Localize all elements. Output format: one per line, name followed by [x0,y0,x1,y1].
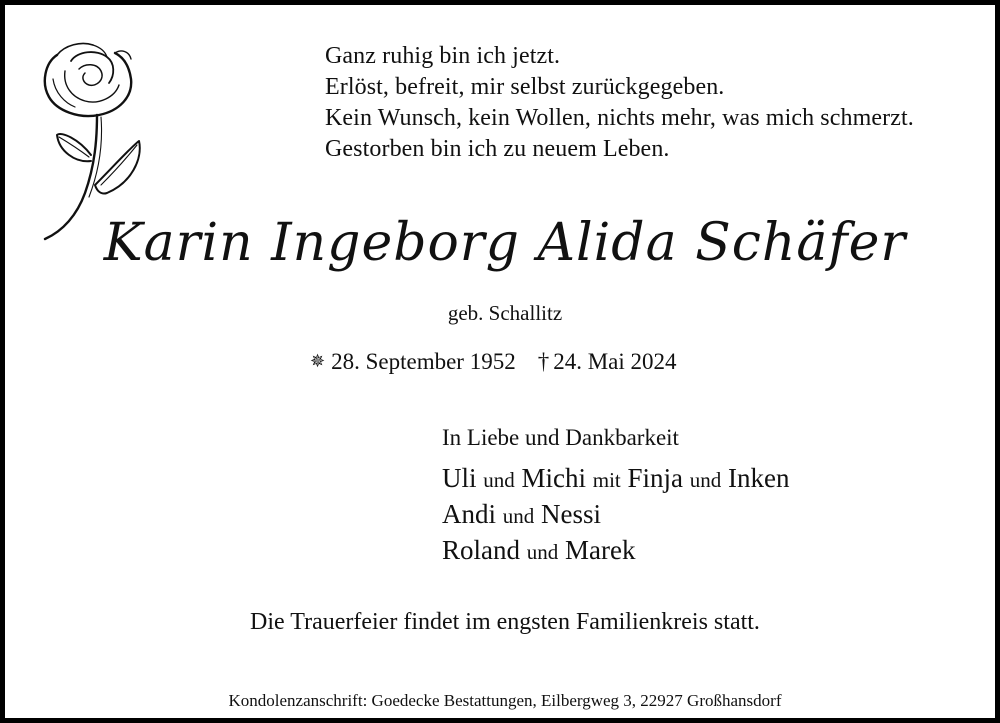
thanks-line: In Liebe und Dankbarkeit [442,425,679,450]
mourners-line [442,533,790,569]
conjunction: und [483,468,515,492]
funeral-service-note: Die Trauerfeier findet im engsten Familienkreis statt. [250,609,760,635]
mourner-name: Marek [565,535,636,565]
death-date: 24. Mai 2024 [553,349,677,374]
mourner-name: Nessi [541,499,601,529]
conjunction: mit [592,468,621,492]
mourners-line [442,461,790,497]
life-dates [310,349,677,375]
birth-star-icon: ✵ [310,351,326,371]
mourner-name: Andi [442,499,496,529]
mourners-line [442,497,790,533]
poem-line: Erlöst, befreit, mir selbst zurückgegeben. [325,74,725,100]
mourner-name: Roland [442,535,520,565]
deceased-name: Karin Ingeborg Alida Schäfer [103,213,907,273]
mourner-name: Inken [728,463,790,493]
poem-line: Kein Wunsch, kein Wollen, nichts mehr, was mich schmerzt. [325,105,914,131]
conjunction: und [689,468,722,492]
death-cross-icon: † [537,349,550,374]
poem [325,41,914,165]
conjunction: und [526,540,559,564]
birth-date: 28. September 1952 [331,349,516,374]
poem-line: Ganz ruhig bin ich jetzt. [325,43,561,69]
maiden-name: geb. Schallitz [447,301,563,325]
condolence-address: Kondolenzanschrift: Goedecke Bestattungen, Eilbergweg 3, 22927 Großhansdorf [228,691,782,710]
mourner-name: Uli [442,463,477,493]
conjunction: und [502,504,535,528]
poem-line: Gestorben bin ich zu neuem Leben. [325,136,670,162]
mourners-list [442,461,790,569]
mourner-name: Michi [521,463,587,493]
mourner-name: Finja [627,463,684,493]
